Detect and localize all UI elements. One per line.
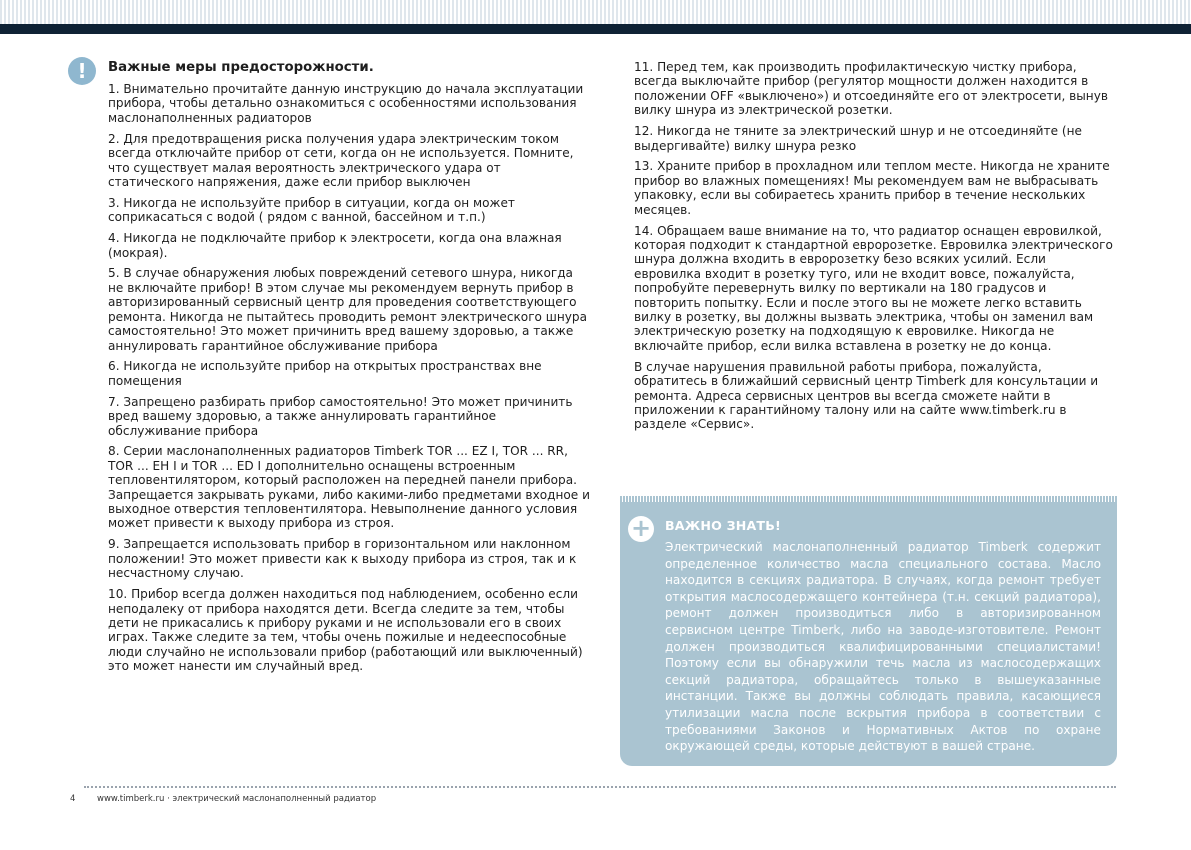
- precaution-item-9: 9. Запрещается использовать прибор в горизонтальном или наклонном положении! Это может привести как к выходу прибора из строя, так и к несчастному случаю.: [108, 537, 577, 581]
- footer-divider: [84, 786, 1116, 788]
- precaution-item-12: 12. Никогда не тяните за электрический шнур и не отсоединяйте (не выдергивайте) вилку шнура резко: [634, 124, 1082, 153]
- plus-icon: +: [628, 516, 654, 542]
- precaution-item-1: 1. Внимательно прочитайте данную инструкцию до начала эксплуатации прибора, чтобы детально ознакомиться с особенностями использования маслонаполненных радиаторов: [108, 82, 584, 125]
- note-body: Электрический маслонаполненный радиатор Timberk содержит определенное количество масла специального состава. Масло находится в секциях радиатора. В случаях, когда ремонт требует открытия маслосодержащего контейнера (т.н. секций радиатора), ремонт должен производиться либо в авторизированном сервисном центре Timberk, либо на заводе-изготовителе. Ремонт должен производиться квалифицированными специалистами! Поэтому если вы обнаружили течь масла из маслосодержащих секций радиатора, обращайтесь только в вышеуказанные инстанции. Также вы должны соблюдать правила, касающиеся утилизации масла после вскрытия прибора в соответствии с требованиями Законов и Нормативных Актов по охране окружающей среды, которые действуют в вашей стране.: [665, 540, 1101, 754]
- note-title: ВАЖНО ЗНАТЬ!: [665, 518, 781, 533]
- service-paragraph: В случае нарушения правильной работы прибора, пожалуйста, обратитесь в ближайший сервисный центр Timberk для консультации и ремонта. Адреса сервисных центров вы всегда сможете найти в приложении к гарантийному талону или на сайте www.timberk.ru в разделе «Сервис».: [634, 359, 1099, 432]
- precaution-item-2: 2. Для предотвращения риска получения удара электрическим током всегда отключайте прибор от сети, когда он не используется. Помните, что существует малая вероятность электрического удара от статического напряжения, даже если прибор выключен: [108, 131, 574, 189]
- footer-text: www.timberk.ru · электрический маслонаполненный радиатор: [97, 794, 377, 804]
- precaution-item-3: 3. Никогда не используйте прибор в ситуации, когда он может соприкасаться с водой ( рядом с ванной, бассейном и т.п.): [108, 195, 515, 225]
- precaution-item-5: 5. В случае обнаружения любых повреждений сетевого шнура, никогда не включайте прибор! В этом случае мы рекомендуем вернуть прибор в авторизированный сервисный центр для проведения соответствующего ремонта. Никогда не пытайтесь проводить ремонт электрического шнура самостоятельно! Это может причинить вред вашему здоровью, а также аннулировать гарантийное обслуживание прибора: [108, 266, 588, 353]
- precaution-item-8: 8. Серии маслонаполненных радиаторов Timberk TOR ... EZ I, TOR ... RR, TOR ... EH I и TOR ... ED I дополнительно оснащены встроенным тепловентилятором, который расположен на передней панели прибора. Запрещается закрывать руками, либо какими-либо предметами входное и выходное отверстия тепловентилятора. Невыполнение данного условия может привести к выходу прибора из строя.: [108, 444, 590, 531]
- page-number: 4: [70, 794, 76, 804]
- exclamation-icon: !: [68, 57, 96, 85]
- section-heading: Важные меры предосторожности.: [108, 60, 374, 75]
- precaution-item-4: 4. Никогда не подключайте прибор к электросети, когда она влажная (мокрая).: [108, 231, 562, 260]
- precaution-item-11: 11. Перед тем, как производить профилактическую чистку прибора, всегда выключайте прибор (регулятор мощности должен находится в положении OFF «выключено») и отсоединяйте его от электросети, вынув вилку шнура из электрической розетки.: [634, 60, 1109, 118]
- precaution-item-14: 14. Обращаем ваше внимание на то, что радиатор оснащен евровилкой, которая подходит к стандартной евророзетке. Евровилка электрического шнура должна входить в евророзетку безо всяких усилий. Если евровилка входит в розетку туго, или не входит вовсе, пожалуйста, попробуйте перевернуть вилку по вертикали на 180 градусов и повторить попытку. Если и после этого вы не можете легко вставить вилку в розетку, вы должны вызвать электрика, чтобы он заменил вам электрическую розетку на подходящую к евровилке. Никогда не включайте прибор, если вилка вставлена в розетку не до конца.: [634, 223, 1113, 353]
- left-column: [108, 60, 590, 680]
- right-column: [634, 60, 1114, 438]
- precaution-item-10: 10. Прибор всегда должен находиться под наблюдением, особенно если неподалеку от прибора находятся дети. Всегда следите за тем, чтобы дети не прикасались к прибору руками и не использовали его в своих играх. Также следите за тем, чтобы очень пожилые и недееспособные люди случайно не использовали прибор (работающий или выключенный) это может нанести им случайный вред.: [108, 587, 583, 674]
- important-note-box: [620, 496, 1117, 766]
- precaution-item-6: 6. Никогда не используйте прибор на открытых пространствах вне помещения: [108, 359, 542, 388]
- precaution-item-7: 7. Запрещено разбирать прибор самостоятельно! Это может причинить вред вашему здоровью, а также аннулировать гарантийное обслуживание прибора: [108, 394, 573, 438]
- top-decorative-band: [0, 0, 1191, 34]
- precaution-item-13: 13. Храните прибор в прохладном или теплом месте. Никогда не храните прибор во влажных помещениях! Мы рекомендуем вам не выбрасывать упаковку, если вы собираетесь хранить прибор в течение нескольких месяцев.: [634, 159, 1110, 217]
